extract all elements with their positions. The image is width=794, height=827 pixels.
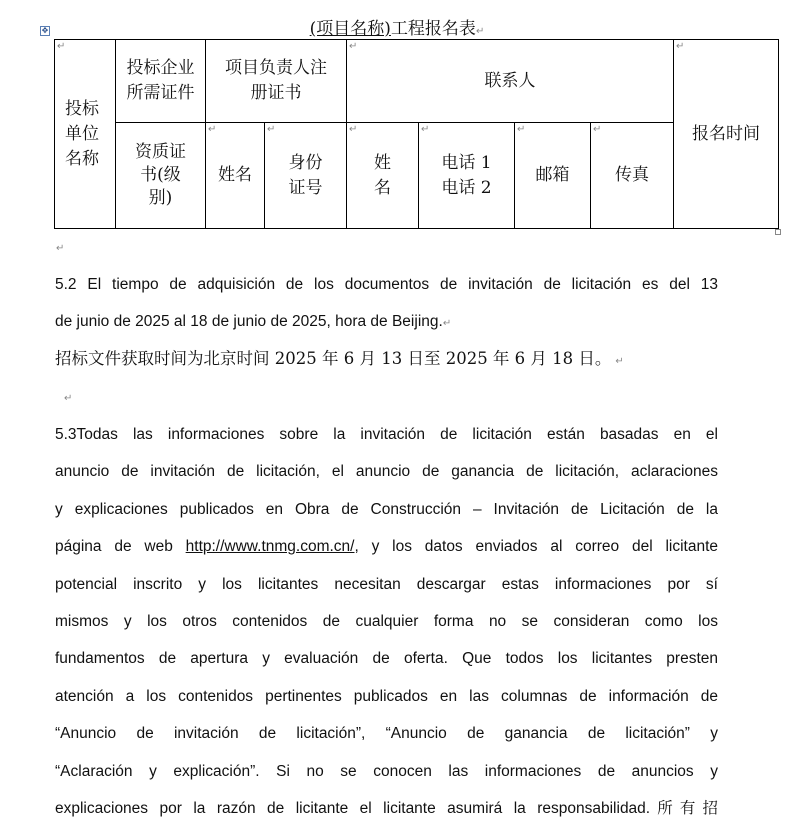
qualification-cert-label: 资质证书(级别): [135, 142, 186, 208]
document-title: [0, 14, 794, 39]
paragraph-mark-icon: ↵: [475, 26, 485, 37]
paragraph-mark-icon: ↵: [349, 41, 358, 52]
text-line: “Aclaración y explicación”. Si no se conocen las informaciones de anuncios y: [55, 762, 718, 780]
cell-email: [515, 123, 591, 229]
zh-text: 招标文件获取时间为北京时间 2025 年 6 月 13 日至 2025 年 6 月 18 日。: [55, 349, 612, 368]
reg-time-label: 报名时间: [692, 123, 760, 144]
phone-2-label: 电话 2: [441, 177, 492, 198]
paragraph-mark-icon: ↵: [593, 124, 602, 135]
section-5-3: [55, 416, 718, 827]
text-line: explicaciones por la razón de licitante el licitante asumirá la responsabilidad.所有招: [55, 799, 718, 817]
contact-label: 联系人: [484, 70, 536, 91]
cell-id-number: [265, 123, 347, 229]
name-label: 姓名: [218, 165, 252, 185]
text-line: fundamentos de apertura y evaluación de oferta. Que todos los licitantes presten: [55, 650, 718, 668]
title-project-name: (项目名称): [309, 19, 391, 39]
table-move-handle-icon[interactable]: ✥: [41, 26, 49, 35]
cell-pm-cert: [206, 40, 347, 123]
cell-contact: [347, 40, 674, 123]
section-5-2-es: [55, 266, 718, 341]
cell-bidder-name: [55, 40, 116, 229]
paragraph-mark-icon: ↵: [56, 243, 65, 254]
paragraph-mark-icon: ↵: [64, 393, 73, 404]
text-line: potencial inscrito y los licitantes necesitan descargar estas informaciones por sí: [55, 575, 718, 593]
email-label: 邮箱: [535, 165, 570, 185]
text-line: de junio de 2025 al 18 de junio de 2025, hora de Beijing.↵: [55, 313, 452, 331]
text-line: 5.2 El tiempo de adquisición de los documentos de invitación de licitación es del 13: [55, 276, 718, 293]
cell-name: [206, 123, 265, 229]
paragraph-mark-icon: ↵: [676, 41, 685, 52]
cell-fax: [591, 123, 674, 229]
title-rest: 工程报名表: [390, 19, 476, 39]
contact-name-label: 姓名: [374, 152, 391, 198]
table-resize-handle[interactable]: [775, 229, 781, 235]
text-line: 5.3Todas las informaciones sobre la invitación de licitación están basadas en el: [55, 426, 718, 443]
text-line: y explicaciones publicados en Obra de Construcción – Invitación de Licitación de la: [55, 500, 718, 518]
paragraph-mark-icon: ↵: [57, 41, 66, 52]
phone-1-label: 电话 1: [441, 152, 492, 173]
id-number-label: 身份证号: [288, 152, 323, 198]
cell-docs-required: [116, 40, 206, 123]
registration-table: [54, 39, 779, 229]
paragraph-mark-icon: ↵: [208, 124, 217, 135]
cell-reg-time: [674, 40, 779, 229]
paragraph-mark-icon: ↵: [421, 124, 430, 135]
section-5-2-zh: [55, 344, 624, 374]
cell-contact-name: [347, 123, 419, 229]
website-link[interactable]: http://www.tnmg.com.cn/: [185, 538, 355, 556]
text-line: anuncio de invitación de licitación, el anuncio de ganancia de licitación, aclaraciones: [55, 463, 718, 481]
text-line: mismos y los otros contenidos de cualquier forma no se consideran como los: [55, 612, 718, 630]
paragraph-mark-icon: ↵: [615, 356, 624, 367]
docs-required-label: 投标企业所需证件: [126, 58, 195, 103]
cell-phone: [419, 123, 515, 229]
text-line: página de web http://www.tnmg.com.cn/, y los datos enviados al correo del licitante: [55, 538, 718, 556]
fax-label: 传真: [615, 165, 649, 185]
bidder-name-label: 投标单位名称: [65, 98, 99, 169]
paragraph-mark-icon: ↵: [349, 124, 358, 135]
text-line: “Anuncio de invitación de licitación”, “Anuncio de ganancia de licitación” y: [55, 725, 718, 743]
cell-qualification-cert: [116, 123, 206, 229]
text-line: atención a los contenidos pertinentes publicados en las columnas de información de: [55, 687, 718, 705]
paragraph-mark-icon: ↵: [267, 124, 276, 135]
pm-cert-label: 项目负责人注册证书: [225, 58, 327, 103]
paragraph-mark-icon: ↵: [517, 124, 526, 135]
